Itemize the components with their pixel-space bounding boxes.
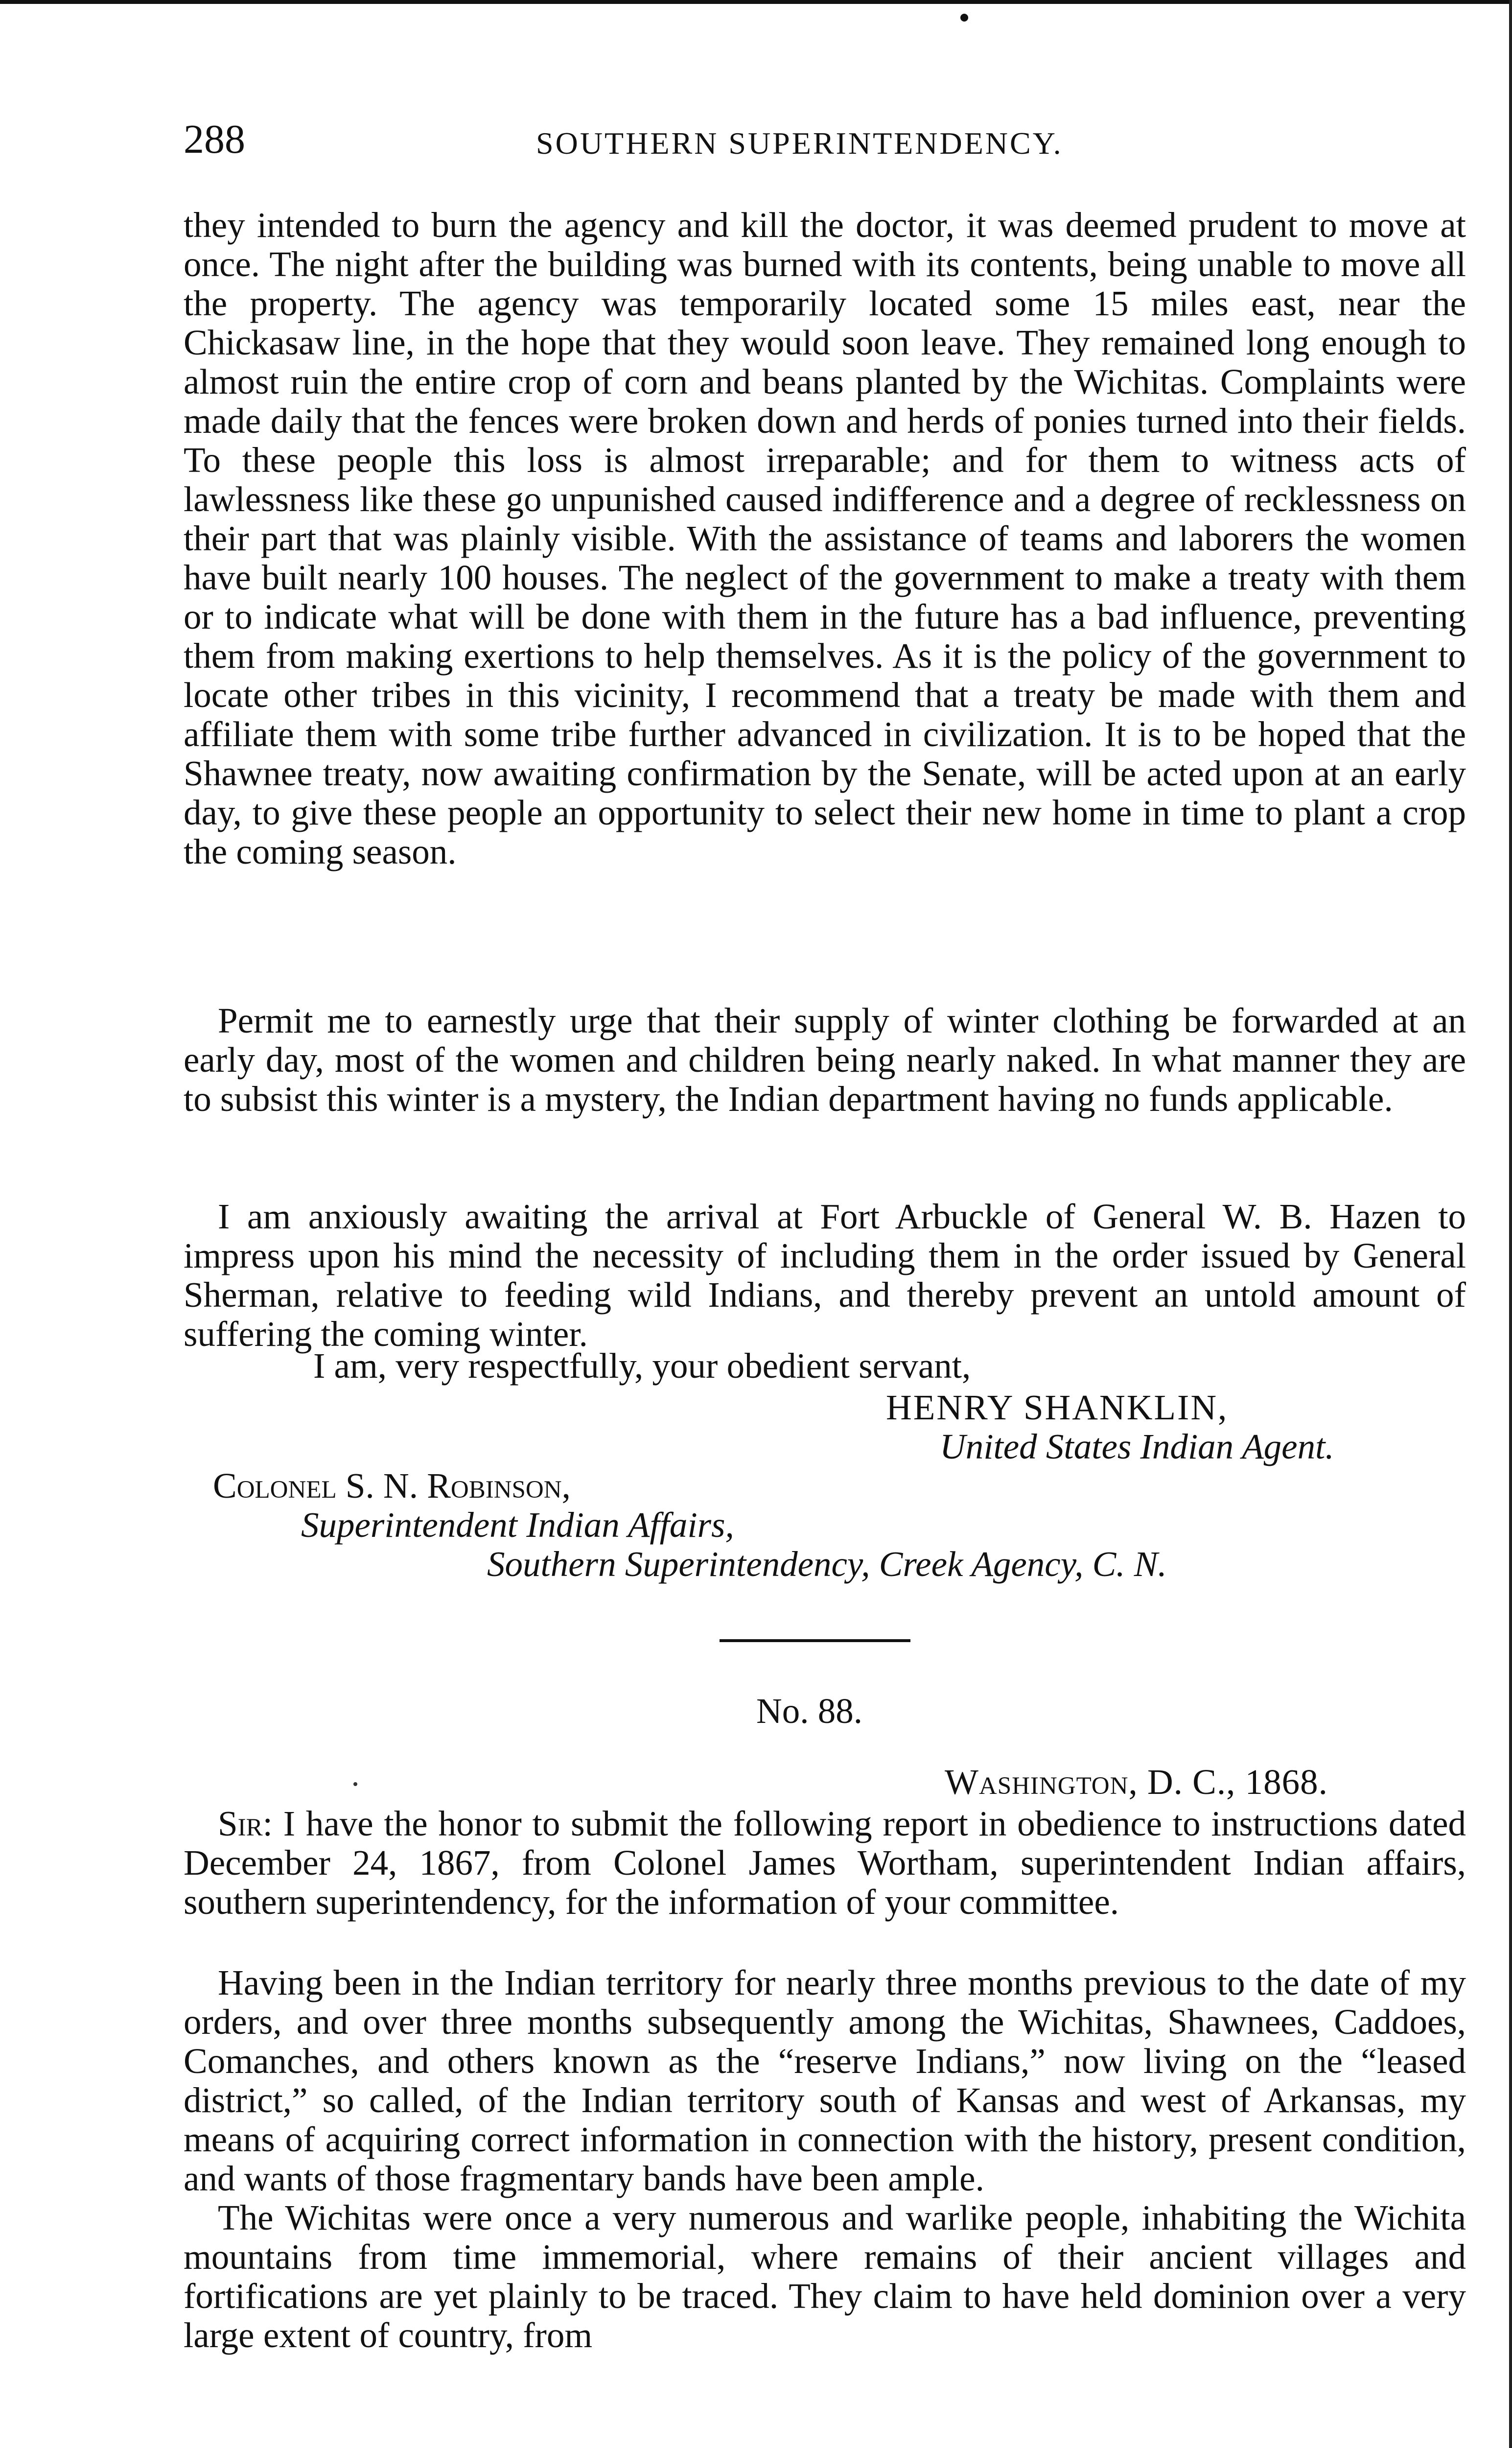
section-divider <box>720 1639 910 1642</box>
document-number: No. 88. <box>756 1691 862 1731</box>
report-paragraph-text: The Wichitas were once a very numerous and warlike people, inhabiting the Wichita mountains from time immemorial, where remains of their ancient villages and fortifications are yet plainly to be traced. They claim to have held dominion over a very large extent of country, from <box>184 2198 1466 2355</box>
report-paragraph-text <box>184 1804 1466 1922</box>
ink-speck <box>353 1782 357 1786</box>
running-head: SOUTHERN SUPERINTENDENCY. <box>536 126 1063 161</box>
letter-paragraph-2 <box>184 1001 1466 1119</box>
letter-paragraph-3 <box>184 1197 1466 1354</box>
page-header <box>184 110 1466 169</box>
letter-closing: I am, very respectfully, your obedient servant, <box>313 1346 971 1386</box>
report-paragraph-body: I have the honor to submit the following report in obedience to instructions dated December 24, 1867, from Colonel James Wortham, superintendent Indian affairs, southern superintendency, for the information of your committee. <box>184 1804 1466 1922</box>
letter-paragraph-text: they intended to burn the agency and kill the doctor, it was deemed prudent to move at once. The night after the building was burned with its contents, being unable to move all the property. The agency was temporarily located some 15 miles east, near the Chickasaw line, in the hope that they would soon leave. They remained long enough to almost ruin the entire crop of corn and beans planted by the Wichitas. Complaints were made daily that the fences were broken down and herds of ponies turned into their fields. To these people this loss is almost irreparable; and for them to witness acts of lawlessness like these go unpunished caused indifference and a degree of recklessness on their part that was plainly visible. With the assistance of teams and laborers the women have built nearly 100 houses. The neglect of the government to make a treaty with them or to indicate what will be done with them in the future has a bad influence, preventing them from making exertions to help themselves. As it is the policy of the government to locate other tribes in this vicinity, I recommend that a treaty be made with them and affiliate them with some tribe further advanced in civilization. It is to be hoped that the Shawnee treaty, now awaiting confirmation by the Senate, will be acted upon at an early day, to give these people an opportunity to select their new home in time to plant a crop the coming season. <box>184 205 1466 871</box>
addressee-title: Superintendent Indian Affairs, <box>301 1505 734 1545</box>
report-place-date: Washington, D. C., 1868. <box>945 1762 1328 1802</box>
signature-title: United States Indian Agent. <box>940 1427 1334 1466</box>
addressee-name: Colonel S. N. Robinson, <box>213 1466 571 1506</box>
salutation: Sir: <box>218 1804 273 1843</box>
letter-paragraph-text: Permit me to earnestly urge that their supply of winter clothing be forwarded at an early day, most of the women and children being nearly naked. In what manner they are to subsist this winter is a mystery, the Indian department having no funds applicable. <box>184 1001 1466 1119</box>
top-border-rule <box>0 0 1512 4</box>
page-number: 288 <box>184 117 245 162</box>
report-paragraph-text: Having been in the Indian territory for nearly three months previous to the date of my orders, and over three months subsequently among the Wichitas, Shawnees, Caddoes, Comanches, and others known as the “reserve Indians,” now living on the “leased district,” so called, of the Indian territory south of Kansas and west of Arkansas, my means of acquiring correct information in connection with the history, present condition, and wants of those fragmentary bands have been ample. <box>184 1963 1466 2198</box>
ink-speck <box>960 14 968 22</box>
report-paragraph-3 <box>184 2198 1466 2355</box>
letter-paragraph-text: I am anxiously awaiting the arrival at Fort Arbuckle of General W. B. Hazen to impress upon his mind the necessity of including them in the order issued by General Sherman, relative to feeding wild Indians, and thereby prevent an untold amount of suffering the coming winter. <box>184 1197 1466 1354</box>
signature-name: HENRY SHANKLIN, <box>886 1388 1229 1427</box>
report-paragraph-2 <box>184 1963 1466 2198</box>
letter-paragraph-1 <box>184 206 1466 871</box>
addressee-location: Southern Superintendency, Creek Agency, C. N. <box>487 1544 1167 1584</box>
report-paragraph-1 <box>184 1804 1466 1922</box>
right-page-edge <box>1509 0 1512 2448</box>
